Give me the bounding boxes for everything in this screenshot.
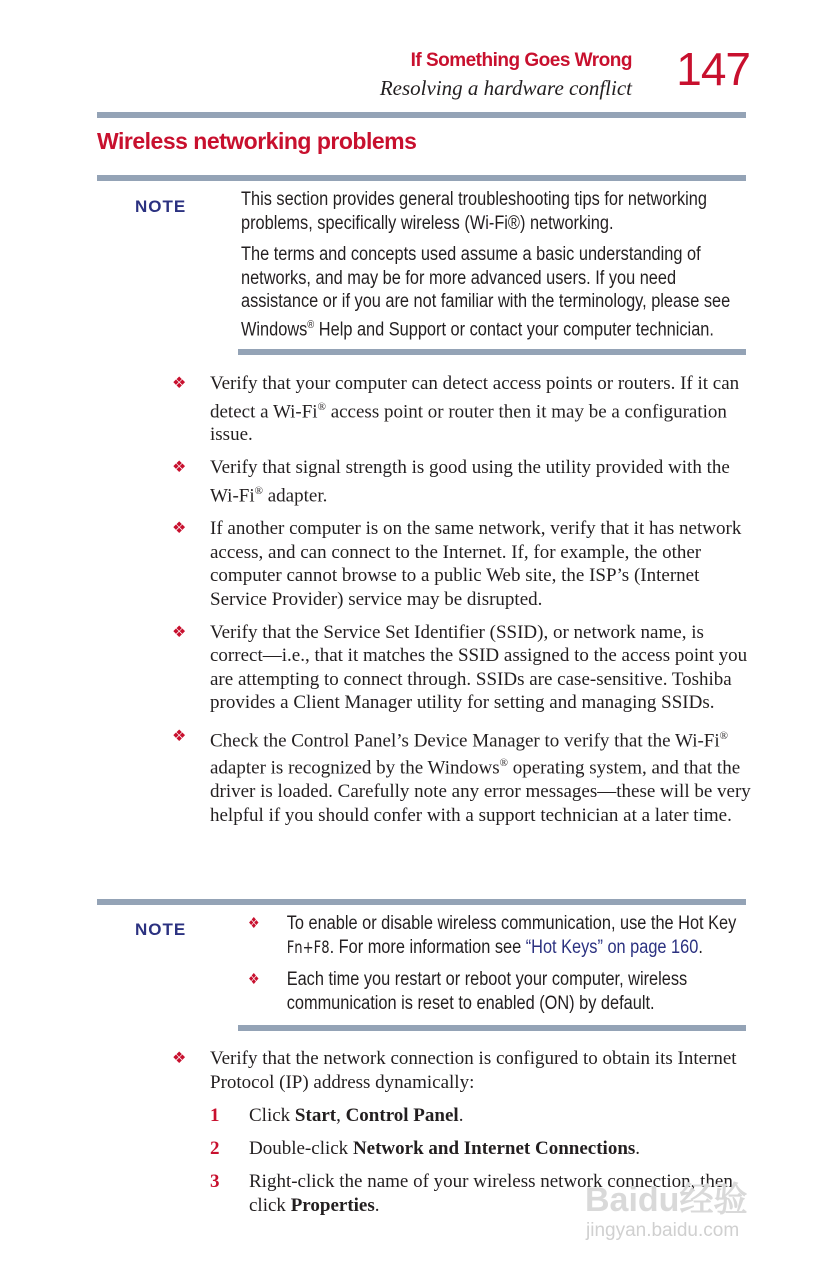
note-bottom-rule [238, 349, 746, 355]
list-item: ❖ If another computer is on the same network, verify that it has network access, and can connect to the Internet. If, for example, the other computer cannot browse to a public Web site, the ISP’s (Internet Service Provider) service may be disrupted. [172, 518, 742, 610]
note2-body [248, 912, 821, 1023]
hotkey: Fn+F8 [286, 937, 330, 958]
note-paragraph: The terms and concepts used assume a basic understanding of networks, and may be for more advanced users. If you need assistance or if you are not familiar with the terminology, please see Windows® Help and Support or contact your computer technician. [241, 244, 731, 340]
section-title: Resolving a hardware conflict [379, 76, 632, 100]
step-item: 1 Click Start, Control Panel. [210, 1105, 464, 1126]
header-rule [97, 112, 746, 118]
bullet-icon: ❖ [248, 915, 260, 932]
chapter-title: If Something Goes Wrong [410, 50, 632, 71]
bullet-icon: ❖ [172, 520, 187, 538]
note2-label: NOTE [135, 920, 187, 939]
bullet-icon: ❖ [172, 375, 187, 392]
bullet-icon: ❖ [172, 623, 187, 641]
note-paragraph: This section provides general troubleshooting tips for networking problems, specifically wireless (Wi-Fi®) networking. [241, 189, 707, 234]
note2-item: ❖ Each time you restart or reboot your computer, wireless communication is reset to enabled (ON) by default. [248, 969, 688, 1014]
list-item: ❖ Verify that the Service Set Identifier (SSID), or network name, is correct—i.e., that it matches the SSID assigned to the access point you are attempting to connect through. SSIDs are case-sensitive. Toshiba provides a Client Manager utility for setting and managing SSIDs. [172, 621, 748, 714]
bullet-icon: ❖ [172, 459, 187, 477]
note-top-rule [97, 175, 746, 181]
bullet-icon: ❖ [248, 971, 260, 988]
step-item: 3 Right-click the name of your wireless network connection, then click Properties. [210, 1171, 733, 1216]
step-number: 2 [210, 1138, 220, 1159]
list-item: ❖ Verify that your computer can detect access points or routers. If it can detect a Wi-Fi® access point or router then it may be a configuration issue. [172, 373, 740, 446]
note2-top-rule [97, 899, 746, 905]
note2-item: ❖ To enable or disable wireless communication, use the Hot Key Fn+F8. For more information see “Hot Keys” on page 160. [248, 913, 737, 958]
step-item: 2 Double-click Network and Internet Connections. [210, 1138, 641, 1159]
step-number: 1 [210, 1105, 220, 1126]
page-number: 147 [676, 43, 750, 95]
note-label: NOTE [135, 197, 187, 216]
watermark-url: jingyan.baidu.com [586, 1220, 740, 1241]
list-item: ❖ Verify that the network connection is configured to obtain its Internet Protocol (IP) address dynamically: [172, 1048, 737, 1093]
note2-bottom-rule [238, 1025, 746, 1031]
bullet-icon: ❖ [172, 727, 187, 745]
bullet-icon: ❖ [172, 1050, 187, 1067]
section-heading: Wireless networking problems [97, 128, 417, 154]
hot-keys-link[interactable]: “Hot Keys” on page 160 [525, 936, 699, 958]
troubleshooting-list [172, 372, 752, 837]
watermark-logo: Baidu经验 [585, 1181, 748, 1219]
step-number: 3 [210, 1171, 220, 1192]
list-item: ❖ Check the Control Panel’s Device Manager to verify that the Wi-Fi® adapter is recognized by the Windows® operating system, and that the driver is loaded. Carefully note any error messages—these will be very helpful if you should confer with a support technician at a later time. [172, 725, 752, 828]
list-item: ❖ Verify that signal strength is good using the utility provided with the Wi-Fi® adapter. [172, 457, 730, 507]
note-body [241, 188, 810, 341]
